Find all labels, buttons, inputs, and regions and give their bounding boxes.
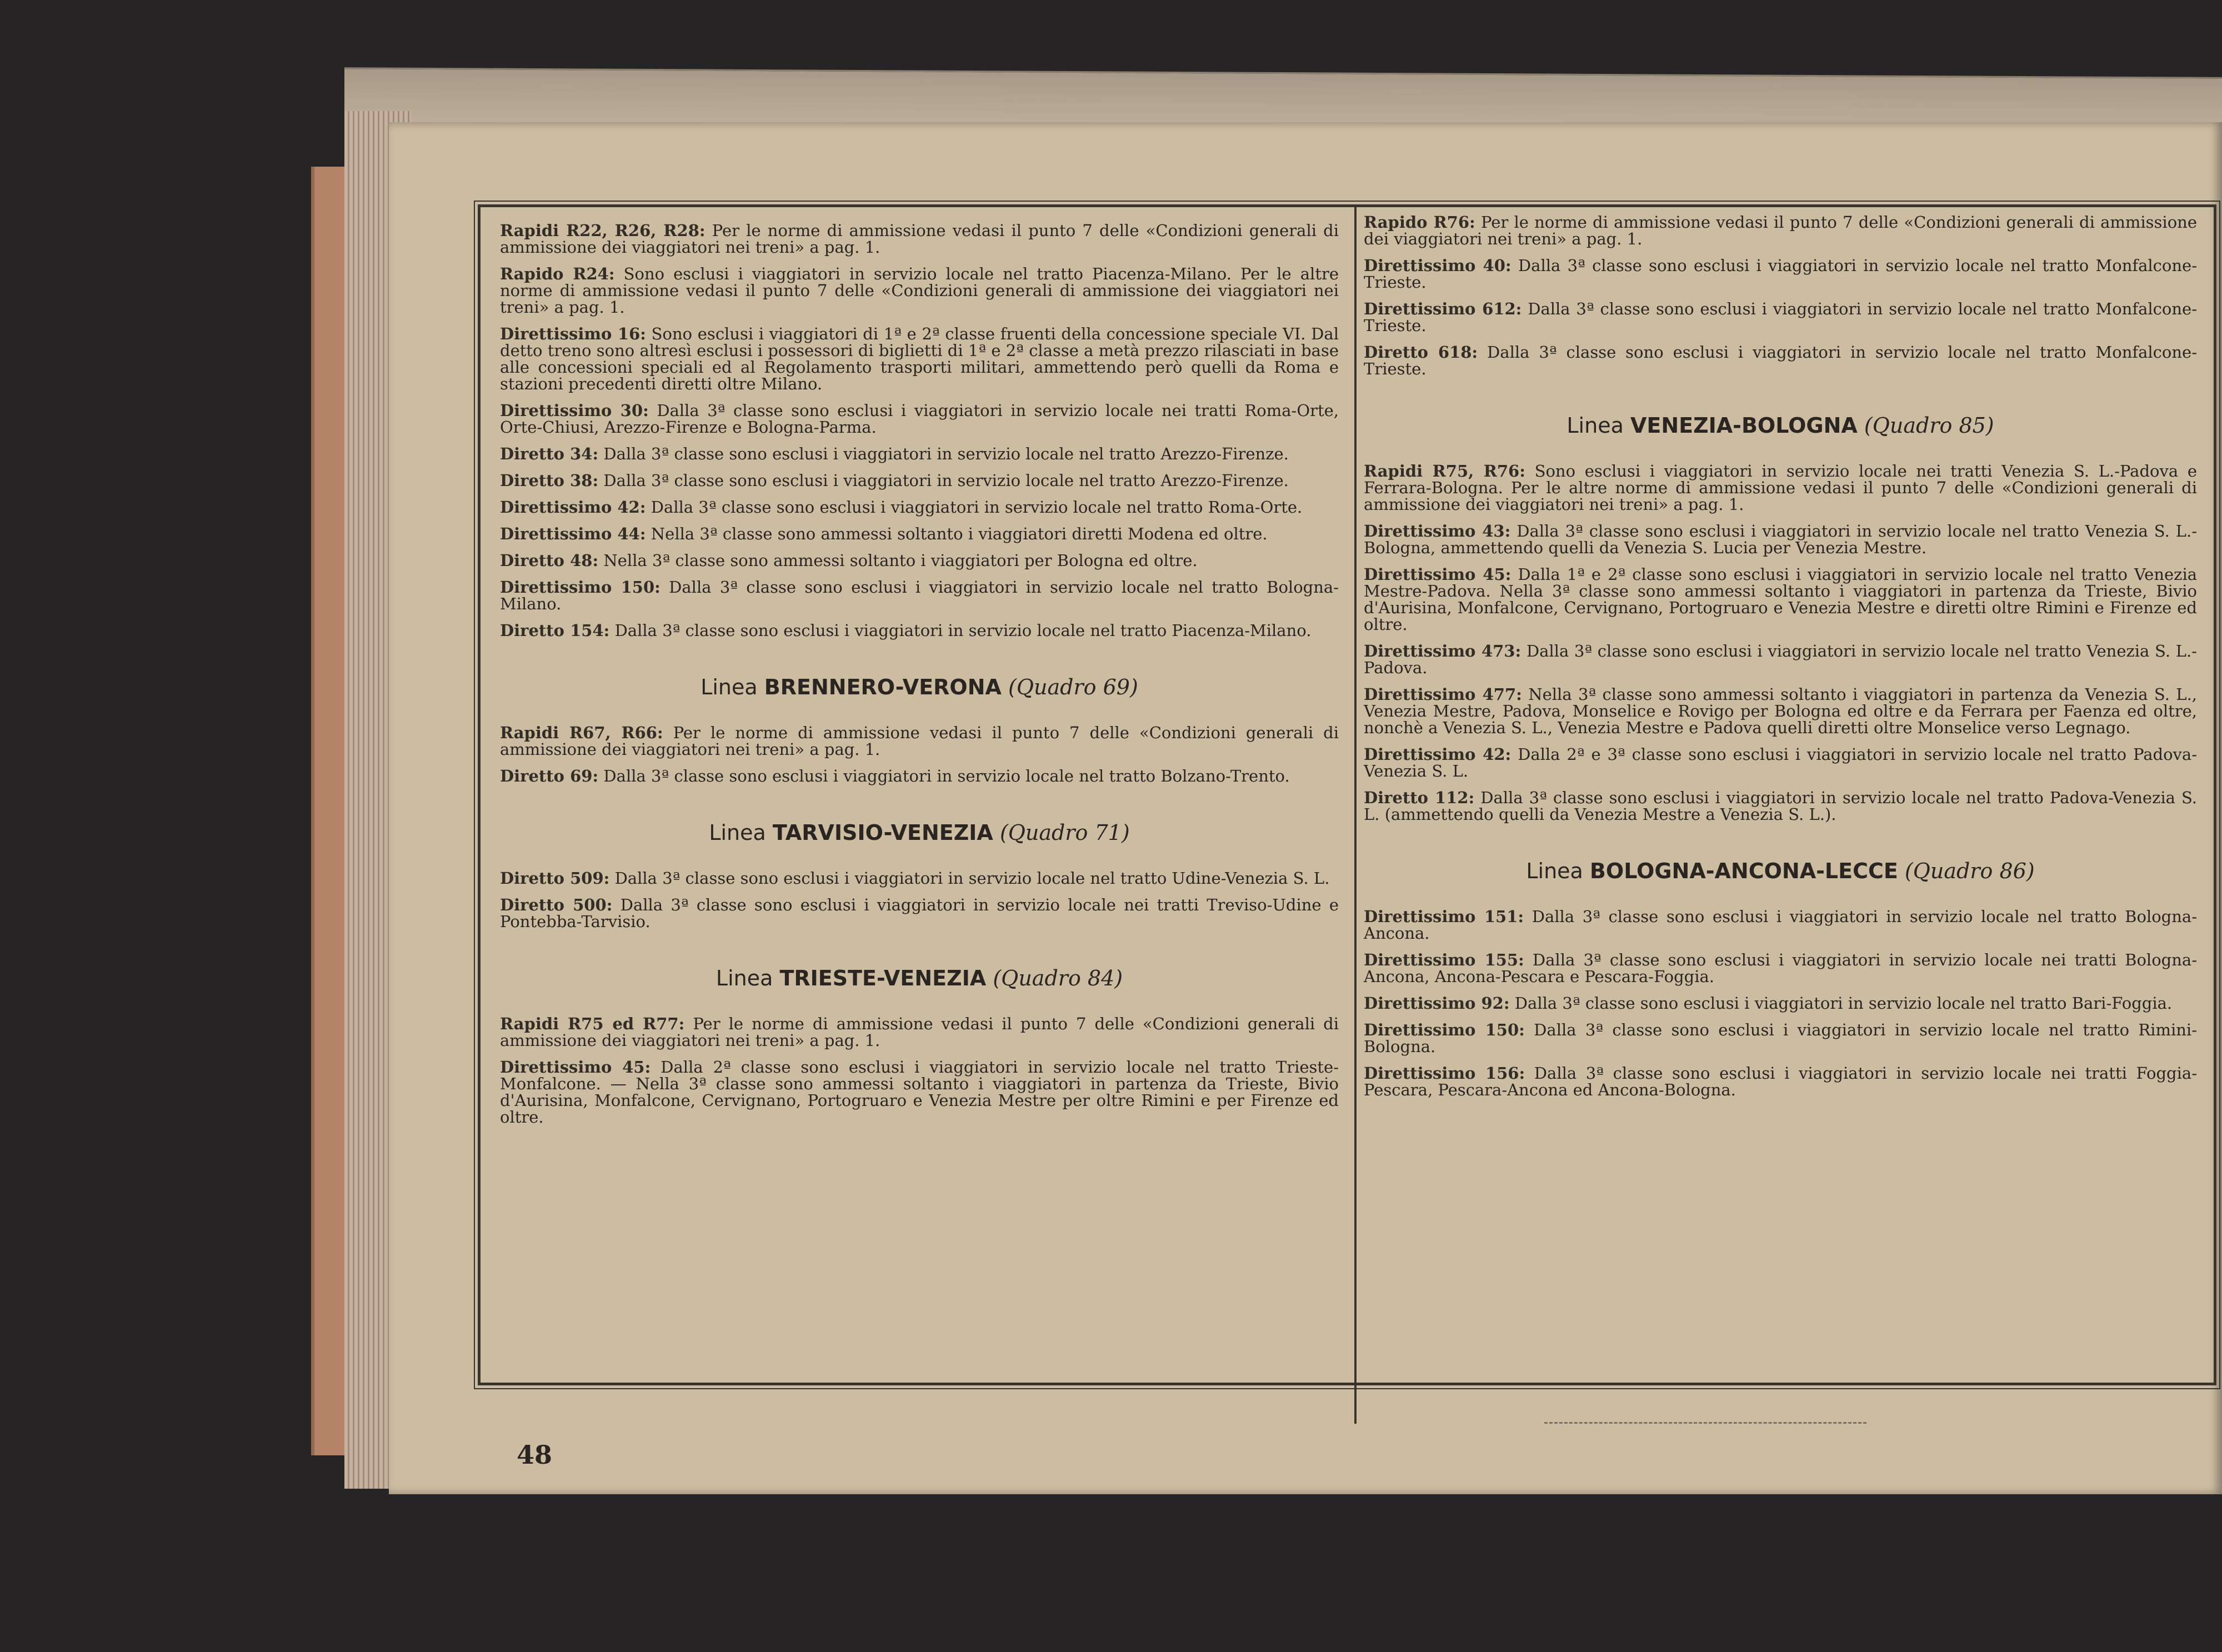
- section-heading-tarvisio-venezia: [500, 820, 1339, 845]
- entry-label: Direttissimo 150:: [500, 578, 660, 597]
- entry: [500, 579, 1339, 612]
- entry-text: Dalla 3ª classe sono esclusi i viaggiatori in servizio locale nel tratto Arezzo-Firenze.: [603, 444, 1289, 463]
- heading-route: BOLOGNA-ANCONA-LECCE: [1589, 859, 1898, 883]
- entry: [1364, 344, 2197, 377]
- heading-prefix: Linea: [1567, 413, 1624, 438]
- entry-text: Dalla 3ª classe sono esclusi i viaggiatori in servizio locale nel tratto Bologna-Ancona.: [1364, 907, 2198, 943]
- entry-text: Dalla 3ª classe sono esclusi i viaggiatori in servizio locale nei tratti Bologna-Ancona, Ancona-Pescara e Pescara-Foggia.: [1364, 950, 2197, 986]
- entry-text: Dalla 3ª classe sono esclusi i viaggiatori in servizio locale nel tratto Venezia S. L.-Bologna, ammettendo quelli da Venezia S. Lucia per Venezia Mestre.: [1364, 522, 2198, 557]
- entry-label: Diretto 618:: [1364, 343, 1478, 362]
- entry: [500, 445, 1339, 462]
- entry: [1364, 523, 2197, 556]
- heading-prefix: Linea: [1526, 859, 1583, 883]
- entry-label: Rapido R76:: [1364, 213, 1475, 232]
- entry-label: Rapidi R75, R76:: [1364, 462, 1525, 480]
- entry-text: Nella 3ª classe sono ammessi soltanto i viaggiatori per Bologna ed oltre.: [603, 551, 1198, 570]
- entry-label: Rapidi R75 ed R77:: [500, 1014, 685, 1033]
- entry-text: Sono esclusi i viaggiatori in servizio locale nei tratti Venezia S. L.-Padova e Ferrara-Bologna. Per le altre norme di ammissione vedasi il punto 7 delle «Condizioni generali di ammissione dei viaggiatori nei treni» a pag. 1.: [1364, 462, 2197, 514]
- entry-text: Dalla 1ª e 2ª classe sono esclusi i viaggiatori in servizio locale nel tratto Venezia Mestre-Padova. Nella 3ª classe sono ammessi soltanto i viaggiatori in partenza da Trieste, Bivio d'Aurisina, Monfalcone, Cervignano, Portogruaro e Venezia Mestre e diretti oltre Rimini e Firenze ed oltre.: [1364, 565, 2198, 634]
- left-column: [500, 222, 1339, 1135]
- heading-route: VENEZIA-BOLOGNA: [1630, 413, 1858, 438]
- entry-label: Diretto 112:: [1364, 788, 1475, 807]
- entry-label: Direttissimo 156:: [1364, 1064, 1525, 1083]
- entry-label: Direttissimo 92:: [1364, 994, 1510, 1013]
- entry: [1364, 952, 2197, 985]
- entry: [500, 768, 1339, 784]
- entry: [1364, 214, 2197, 247]
- column-divider: [1354, 204, 1357, 1424]
- section-heading-trieste-venezia: [500, 966, 1339, 990]
- entry-label: Direttissimo 43:: [1364, 522, 1511, 540]
- entry-label: Direttissimo 612:: [1364, 299, 1522, 318]
- entry-label: Direttissimo 45:: [500, 1058, 651, 1077]
- entry: [1364, 686, 2197, 736]
- entry-text: Per le norme di ammissione vedasi il punto 7 delle «Condizioni generali di ammissione dei viaggiatori nei treni» a pag. 1.: [500, 1014, 1339, 1050]
- heading-quadro: (Quadro 84): [993, 966, 1123, 990]
- entry: [500, 222, 1339, 256]
- entry: [500, 266, 1339, 316]
- entry-label: Direttissimo 150:: [1364, 1020, 1525, 1039]
- entry-label: Direttissimo 16:: [500, 324, 646, 343]
- entry: [500, 724, 1339, 758]
- entry-text: Dalla 3ª classe sono esclusi i viaggiatori in servizio locale nel tratto Roma-Orte.: [650, 498, 1303, 517]
- entry: [500, 525, 1339, 542]
- entry-text: Dalla 2ª classe sono esclusi i viaggiatori in servizio locale nel tratto Trieste-Monfalcone. — Nella 3ª classe sono ammessi soltanto i viaggiatori in partenza da Trieste, Bivio d'Aurisina, Monfalcone, Cervignano, Portogruaro e Venezia Mestre per oltre Rimini e per Firenze ed oltre.: [500, 1058, 1339, 1127]
- entry-label: Direttissimo 30:: [500, 401, 649, 420]
- entry-label: Diretto 500:: [500, 895, 613, 914]
- entry-text: Nella 3ª classe sono ammessi soltanto i viaggiatori in partenza da Venezia S. L., Venezia Mestre, Padova, Monselice e Rovigo per Bologna ed oltre e da Ferrara per Faenza ed oltre, nonchè a Venezia S. L., Venezia Mestre e Padova quelli diretti oltre Monselice verso Legnago.: [1364, 685, 2198, 737]
- entry-label: Direttissimo 151:: [1364, 907, 1524, 926]
- entry: [500, 402, 1339, 435]
- entry-label: Rapidi R22, R26, R28:: [500, 221, 705, 240]
- entry-text: Dalla 3ª classe sono esclusi i viaggiatori in servizio locale nel tratto Monfalcone-Trieste.: [1364, 343, 2198, 378]
- entry-label: Direttissimo 473:: [1364, 642, 1522, 660]
- entry-text: Dalla 3ª classe sono esclusi i viaggiatori in servizio locale nel tratto Arezzo-Firenze.: [603, 471, 1289, 490]
- entry: [1364, 908, 2197, 942]
- section-heading-venezia-bologna: [1364, 413, 2197, 438]
- heading-quadro: (Quadro 71): [999, 820, 1130, 845]
- entry: [1364, 789, 2197, 823]
- entry: [500, 499, 1339, 515]
- entry: [1364, 566, 2197, 633]
- entry-text: Dalla 3ª classe sono esclusi i viaggiatori in servizio locale nel tratto Monfalcone-Trieste.: [1364, 256, 2198, 292]
- heading-quadro: (Quadro 86): [1904, 859, 2035, 883]
- heading-route: BRENNERO-VERONA: [764, 675, 1002, 699]
- entry: [1364, 746, 2197, 779]
- entry-text: Sono esclusi i viaggiatori in servizio locale nel tratto Piacenza-Milano. Per le altre norme di ammissione vedasi il punto 7 delle «Condizioni generali di ammissione dei viaggiatori nei treni» a pag. 1.: [500, 264, 1339, 317]
- heading-quadro: (Quadro 85): [1864, 413, 1994, 438]
- heading-quadro: (Quadro 69): [1008, 675, 1138, 699]
- entry-text: Dalla 3ª classe sono esclusi i viaggiatori in servizio locale nel tratto Venezia S. L.-Padova.: [1364, 642, 2197, 677]
- entry-text: Per le norme di ammissione vedasi il punto 7 delle «Condizioni generali di ammissione dei viaggiatori nei treni» a pag. 1.: [500, 723, 1339, 759]
- entry: [500, 1015, 1339, 1049]
- entry-label: Diretto 154:: [500, 621, 610, 640]
- entry-label: Diretto 38:: [500, 471, 599, 490]
- entry-text: Sono esclusi i viaggiatori di 1ª e 2ª classe fruenti della concessione speciale VI. Dal detto treno sono altresì esclusi i possessori di biglietti di 1ª e 2ª classe a metà prezzo rilasciati in base alle concessioni speciali ed al Regolamento trasporti militari, ammettendo però quelli da Roma e stazioni precedenti diretti oltre Milano.: [500, 324, 1339, 393]
- entry-label: Diretto 69:: [500, 767, 599, 785]
- entry-text: Dalla 3ª classe sono esclusi i viaggiatori in servizio locale nei tratti Treviso-Udine e Pontebba-Tarvisio.: [500, 895, 1339, 931]
- entry-label: Direttissimo 42:: [1364, 745, 1512, 764]
- entry: [1364, 643, 2197, 676]
- section-heading-brennero-verona: [500, 675, 1339, 699]
- entry: [500, 1059, 1339, 1125]
- entry: [500, 472, 1339, 489]
- entry-label: Diretto 34:: [500, 444, 599, 463]
- entry-label: Direttissimo 44:: [500, 524, 646, 543]
- entry: [1364, 463, 2197, 513]
- entry: [500, 622, 1339, 639]
- entry: [500, 897, 1339, 930]
- heading-prefix: Linea: [700, 675, 758, 699]
- entry-label: Rapidi R67, R66:: [500, 723, 663, 742]
- entry-text: Per le norme di ammissione vedasi il punto 7 delle «Condizioni generali di ammissione dei viaggiatori nei treni» a pag. 1.: [500, 221, 1339, 257]
- entry-text: Dalla 3ª classe sono esclusi i viaggiatori in servizio locale nel tratto Udine-Venezia S. L.: [614, 869, 1330, 888]
- entry-text: Dalla 3ª classe sono esclusi i viaggiatori in servizio locale nel tratto Bolzano-Trento.: [603, 767, 1290, 785]
- entry-text: Dalla 3ª classe sono esclusi i viaggiatori in servizio locale nel tratto Rimini-Bologna.: [1364, 1020, 2197, 1056]
- entry-text: Dalla 3ª classe sono esclusi i viaggiatori in servizio locale nel tratto Bologna-Milano.: [500, 578, 1339, 613]
- entry-text: Dalla 2ª e 3ª classe sono esclusi i viaggiatori in servizio locale nel tratto Padova-Venezia S. L.: [1364, 745, 2197, 780]
- entry-label: Direttissimo 40:: [1364, 256, 1512, 275]
- entry-text: Dalla 3ª classe sono esclusi i viaggiatori in servizio locale nel tratto Monfalcone-Trieste.: [1364, 299, 2197, 335]
- entry-text: Nella 3ª classe sono ammessi soltanto i viaggiatori diretti Modena ed oltre.: [650, 524, 1268, 543]
- section-heading-bologna-ancona-lecce: [1364, 859, 2197, 883]
- entry: [500, 552, 1339, 569]
- heading-route: TARVISIO-VENEZIA: [772, 820, 993, 845]
- entry-label: Diretto 509:: [500, 869, 610, 888]
- entry-text: Dalla 3ª classe sono esclusi i viaggiatori in servizio locale nel tratto Piacenza-Milano.: [614, 621, 1312, 640]
- heading-route: TRIESTE-VENEZIA: [779, 966, 987, 990]
- entry-label: Direttissimo 45:: [1364, 565, 1512, 584]
- bottom-dashed-rule: [1544, 1422, 1866, 1424]
- entry: [500, 870, 1339, 887]
- entry-text: Dalla 3ª classe sono esclusi i viaggiatori in servizio locale nel tratto Bari-Foggia.: [1514, 994, 2173, 1013]
- entry: [1364, 1065, 2197, 1098]
- entry-text: Dalla 3ª classe sono esclusi i viaggiatori in servizio locale nel tratto Padova-Venezia S. L. (ammettendo quelli da Venezia Mestre a Venezia S. L.).: [1364, 788, 2198, 824]
- entry-label: Direttissimo 155:: [1364, 950, 1524, 969]
- entry-label: Direttissimo 477:: [1364, 685, 1522, 704]
- entry-label: Direttissimo 42:: [500, 498, 646, 517]
- entry: [1364, 257, 2197, 291]
- entry-text: Per le norme di ammissione vedasi il punto 7 delle «Condizioni generali di ammissione dei viaggiatori nei treni» a pag. 1.: [1364, 213, 2197, 248]
- heading-prefix: Linea: [709, 820, 766, 845]
- page-number: 48: [517, 1440, 553, 1470]
- heading-prefix: Linea: [715, 966, 773, 990]
- entry-label: Rapido R24:: [500, 264, 615, 283]
- right-column: [1364, 214, 2197, 1108]
- entry: [1364, 995, 2197, 1012]
- entry-text: Dalla 3ª classe sono esclusi i viaggiatori in servizio locale nei tratti Foggia-Pescara, Pescara-Ancona ed Ancona-Bologna.: [1364, 1064, 2197, 1099]
- entry-text: Dalla 3ª classe sono esclusi i viaggiatori in servizio locale nei tratti Roma-Orte, Orte-Chiusi, Arezzo-Firenze e Bologna-Parma.: [500, 401, 1339, 437]
- entry: [1364, 301, 2197, 334]
- entry: [1364, 1022, 2197, 1055]
- entry-label: Diretto 48:: [500, 551, 599, 570]
- entry: [500, 326, 1339, 392]
